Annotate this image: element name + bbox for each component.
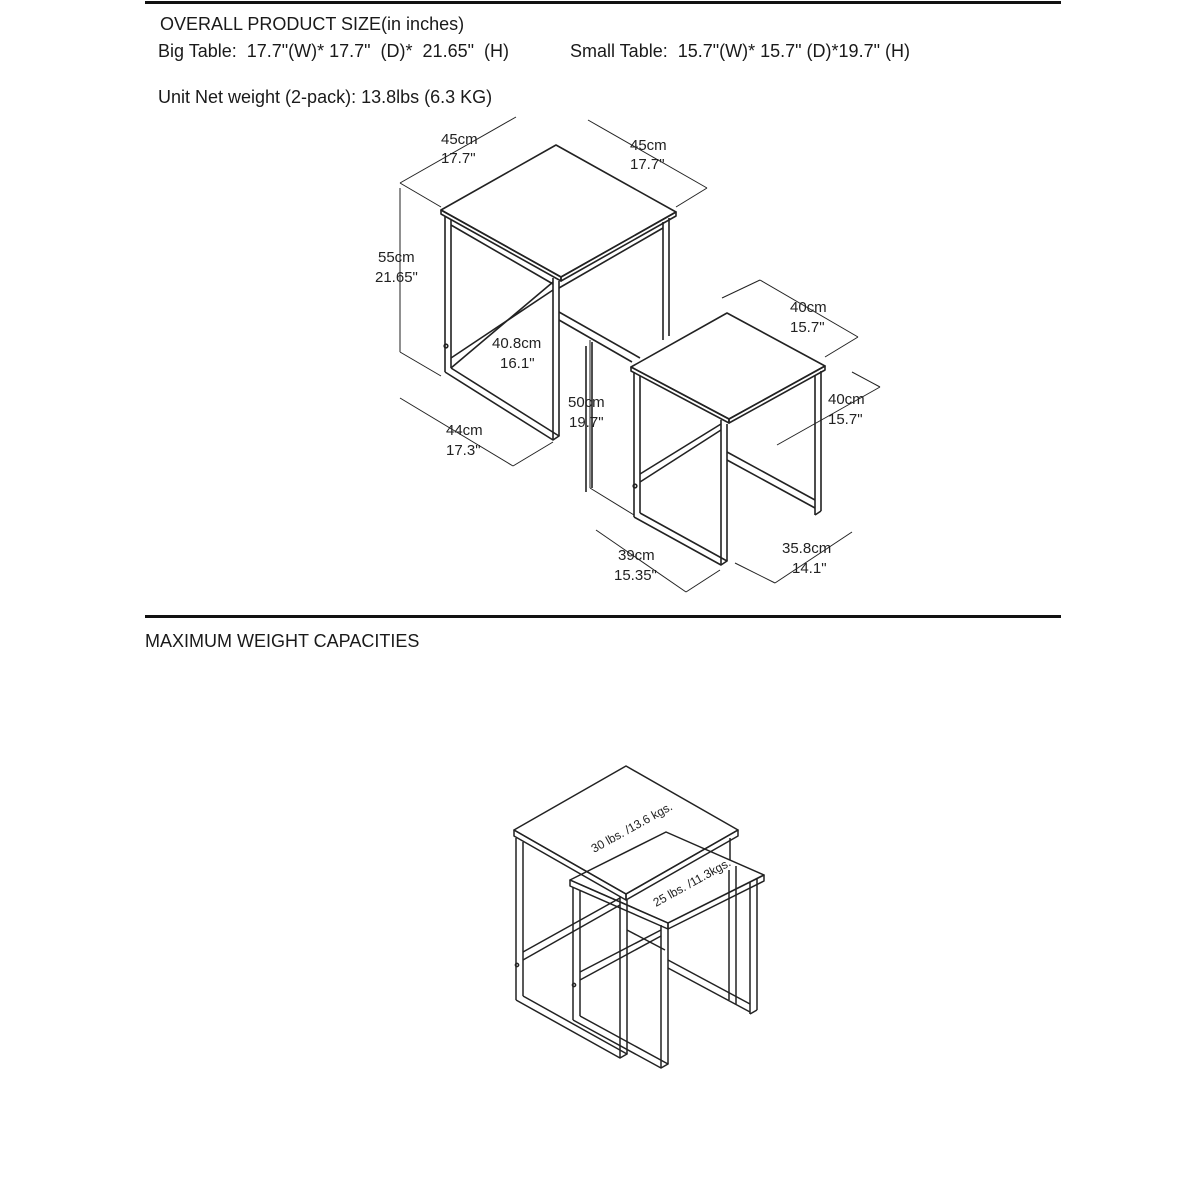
big-inner-height-in: 16.1": [500, 355, 535, 372]
big-table-capacity: 30 lbs. /13.6 kgs.: [588, 799, 675, 856]
net-weight: Unit Net weight (2-pack): 13.8lbs (6.3 KG): [158, 87, 493, 107]
small-table-capacity: 25 lbs. /11.3kgs.: [650, 855, 734, 910]
big-depth-cm: 45cm: [630, 137, 667, 154]
small-depth-in: 15.7": [828, 411, 863, 428]
big-base-in: 17.3": [446, 442, 481, 459]
overall-size-title: OVERALL PRODUCT SIZE(in inches): [160, 14, 465, 34]
small-width-in: 15.7": [790, 319, 825, 336]
small-base-left-in: 15.35": [614, 567, 657, 584]
small-depth-cm: 40cm: [828, 391, 865, 408]
big-height-cm: 55cm: [378, 249, 415, 266]
capacities-title: MAXIMUM WEIGHT CAPACITIES: [145, 631, 420, 651]
small-base-right-cm: 35.8cm: [782, 540, 832, 557]
small-height-cm: 50cm: [568, 394, 605, 411]
capacity-small-table: [570, 832, 764, 1068]
small-base-left-cm: 39cm: [618, 547, 655, 564]
big-width-in: 17.7": [441, 150, 476, 167]
small-width-cm: 40cm: [790, 299, 827, 316]
big-table-dimensions: Big Table: 17.7"(W)* 17.7" (D)* 21.65" (H): [158, 41, 509, 61]
big-inner-height-cm: 40.8cm: [492, 335, 542, 352]
small-height-in: 19.7": [569, 414, 604, 431]
small-table-dimensions: Small Table: 15.7"(W)* 15.7" (D)*19.7" (H): [570, 41, 910, 61]
small-base-right-in: 14.1": [792, 560, 827, 577]
big-height-in: 21.65": [375, 269, 418, 286]
big-depth-in: 17.7": [630, 156, 665, 173]
big-base-cm: 44cm: [446, 422, 483, 439]
capacity-big-table: [514, 766, 738, 1058]
big-width-cm: 45cm: [441, 131, 478, 148]
